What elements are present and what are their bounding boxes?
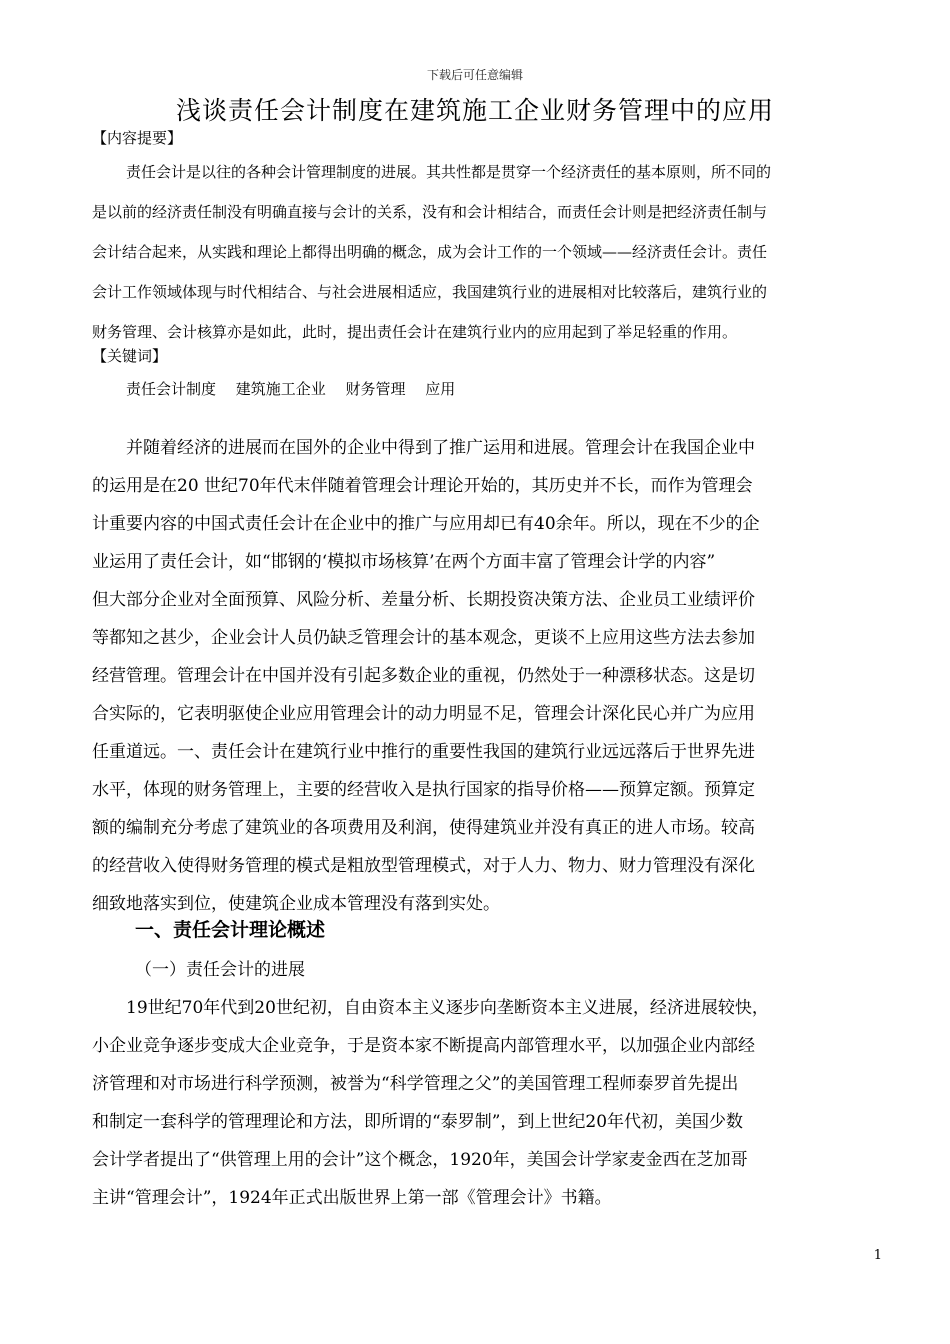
- abstract-line: 财务管理、会计核算亦是如此，此时，提出责任会计在建筑行业内的应用起到了举足轻重的作用。: [92, 323, 738, 341]
- body-line: 经营管理。管理会计在中国并没有引起多数企业的重视，仍然处于一种漂移状态。这是切: [92, 666, 755, 686]
- body-line: 的经营收入使得财务管理的模式是粗放型管理模式，对于人力、物力、财力管理没有深化: [92, 856, 755, 876]
- document-title: 浅谈责任会计制度在建筑施工企业财务管理中的应用: [175, 96, 774, 125]
- abstract-line: 会计结合起来，从实践和理论上都得出明确的概念，成为会计工作的一个领域——经济责任会计。责任: [92, 243, 768, 261]
- body-line: 额的编制充分考虑了建筑业的各项费用及利润，使得建筑业并没有真正的进人市场。较高: [92, 818, 755, 838]
- section-subheading: （一）责任会计的进展: [135, 960, 305, 980]
- abstract-line: 会计工作领域体现与时代相结合、与社会进展相适应，我国建筑行业的进展相对比较落后，建筑行业的: [92, 283, 768, 301]
- body-line: 但大部分企业对全面预算、风险分析、差量分析、长期投资决策方法、企业员工业绩评价: [92, 590, 755, 610]
- section-line: 和制定一套科学的管理理论和方法，即所谓的“泰罗制”，到上世纪20年代初，美国少数: [92, 1112, 744, 1132]
- section-line: 会计学者提出了“供管理上用的会计”这个概念，1920年，美国会计学家麦金西在芝加哥: [92, 1150, 748, 1170]
- section-line: 19世纪70年代到20世纪初，自由资本主义逐步向垄断资本主义进展，经济进展较快，: [126, 998, 769, 1018]
- body-line: 任重道远。一、责任会计在建筑行业中推行的重要性我国的建筑行业远远落后于世界先进: [92, 742, 755, 762]
- body-line: 业运用了责任会计，如“邯钢的‘模拟市场核算’在两个方面丰富了管理会计学的内容”: [92, 552, 716, 572]
- abstract-line: 责任会计是以往的各种会计管理制度的进展。其共性都是贯穿一个经济责任的基本原则，所不同的: [126, 163, 772, 181]
- body-line: 水平，体现的财务管理上，主要的经营收入是执行国家的指导价格——预算定额。预算定: [92, 780, 755, 800]
- abstract-label: 【内容提要】: [92, 129, 183, 147]
- section-line: 主讲“管理会计”，1924年正式出版世界上第一部《管理会计》书籍。: [92, 1188, 612, 1208]
- body-line: 的运用是在20 世纪70年代末伴随着管理会计理论开始的，其历史并不长，而作为管理会: [92, 476, 753, 496]
- page-number: 1: [873, 1248, 882, 1263]
- body-line: 等都知之甚少，企业会计人员仍缺乏管理会计的基本观念，更谈不上应用这些方法去参加: [92, 628, 755, 648]
- header-note: 下载后可任意编辑: [426, 68, 523, 82]
- body-line: 并随着经济的进展而在国外的企业中得到了推广运用和进展。管理会计在我国企业中: [126, 438, 755, 458]
- section-line: 小企业竞争逐步变成大企业竞争，于是资本家不断提高内部管理水平，以加强企业内部经: [92, 1036, 755, 1056]
- section-heading: 一、责任会计理论概述: [135, 919, 326, 941]
- keywords-text: 责任会计制度 建筑施工企业 财务管理 应用: [126, 380, 456, 398]
- section-line: 济管理和对市场进行科学预测，被誉为“科学管理之父”的美国管理工程师泰罗首先提出: [92, 1074, 739, 1094]
- body-line: 合实际的，它表明驱使企业应用管理会计的动力明显不足，管理会计深化民心并广为应用: [92, 704, 755, 724]
- abstract-line: 是以前的经济责任制没有明确直接与会计的关系，没有和会计相结合，而责任会计则是把经济责任制与: [92, 203, 768, 221]
- body-line: 计重要内容的中国式责任会计在企业中的推广与应用却已有40余年。所以，现在不少的企: [92, 514, 760, 534]
- keywords-label: 【关键词】: [92, 347, 168, 365]
- body-line: 细致地落实到位，使建筑企业成本管理没有落到实处。: [92, 894, 500, 914]
